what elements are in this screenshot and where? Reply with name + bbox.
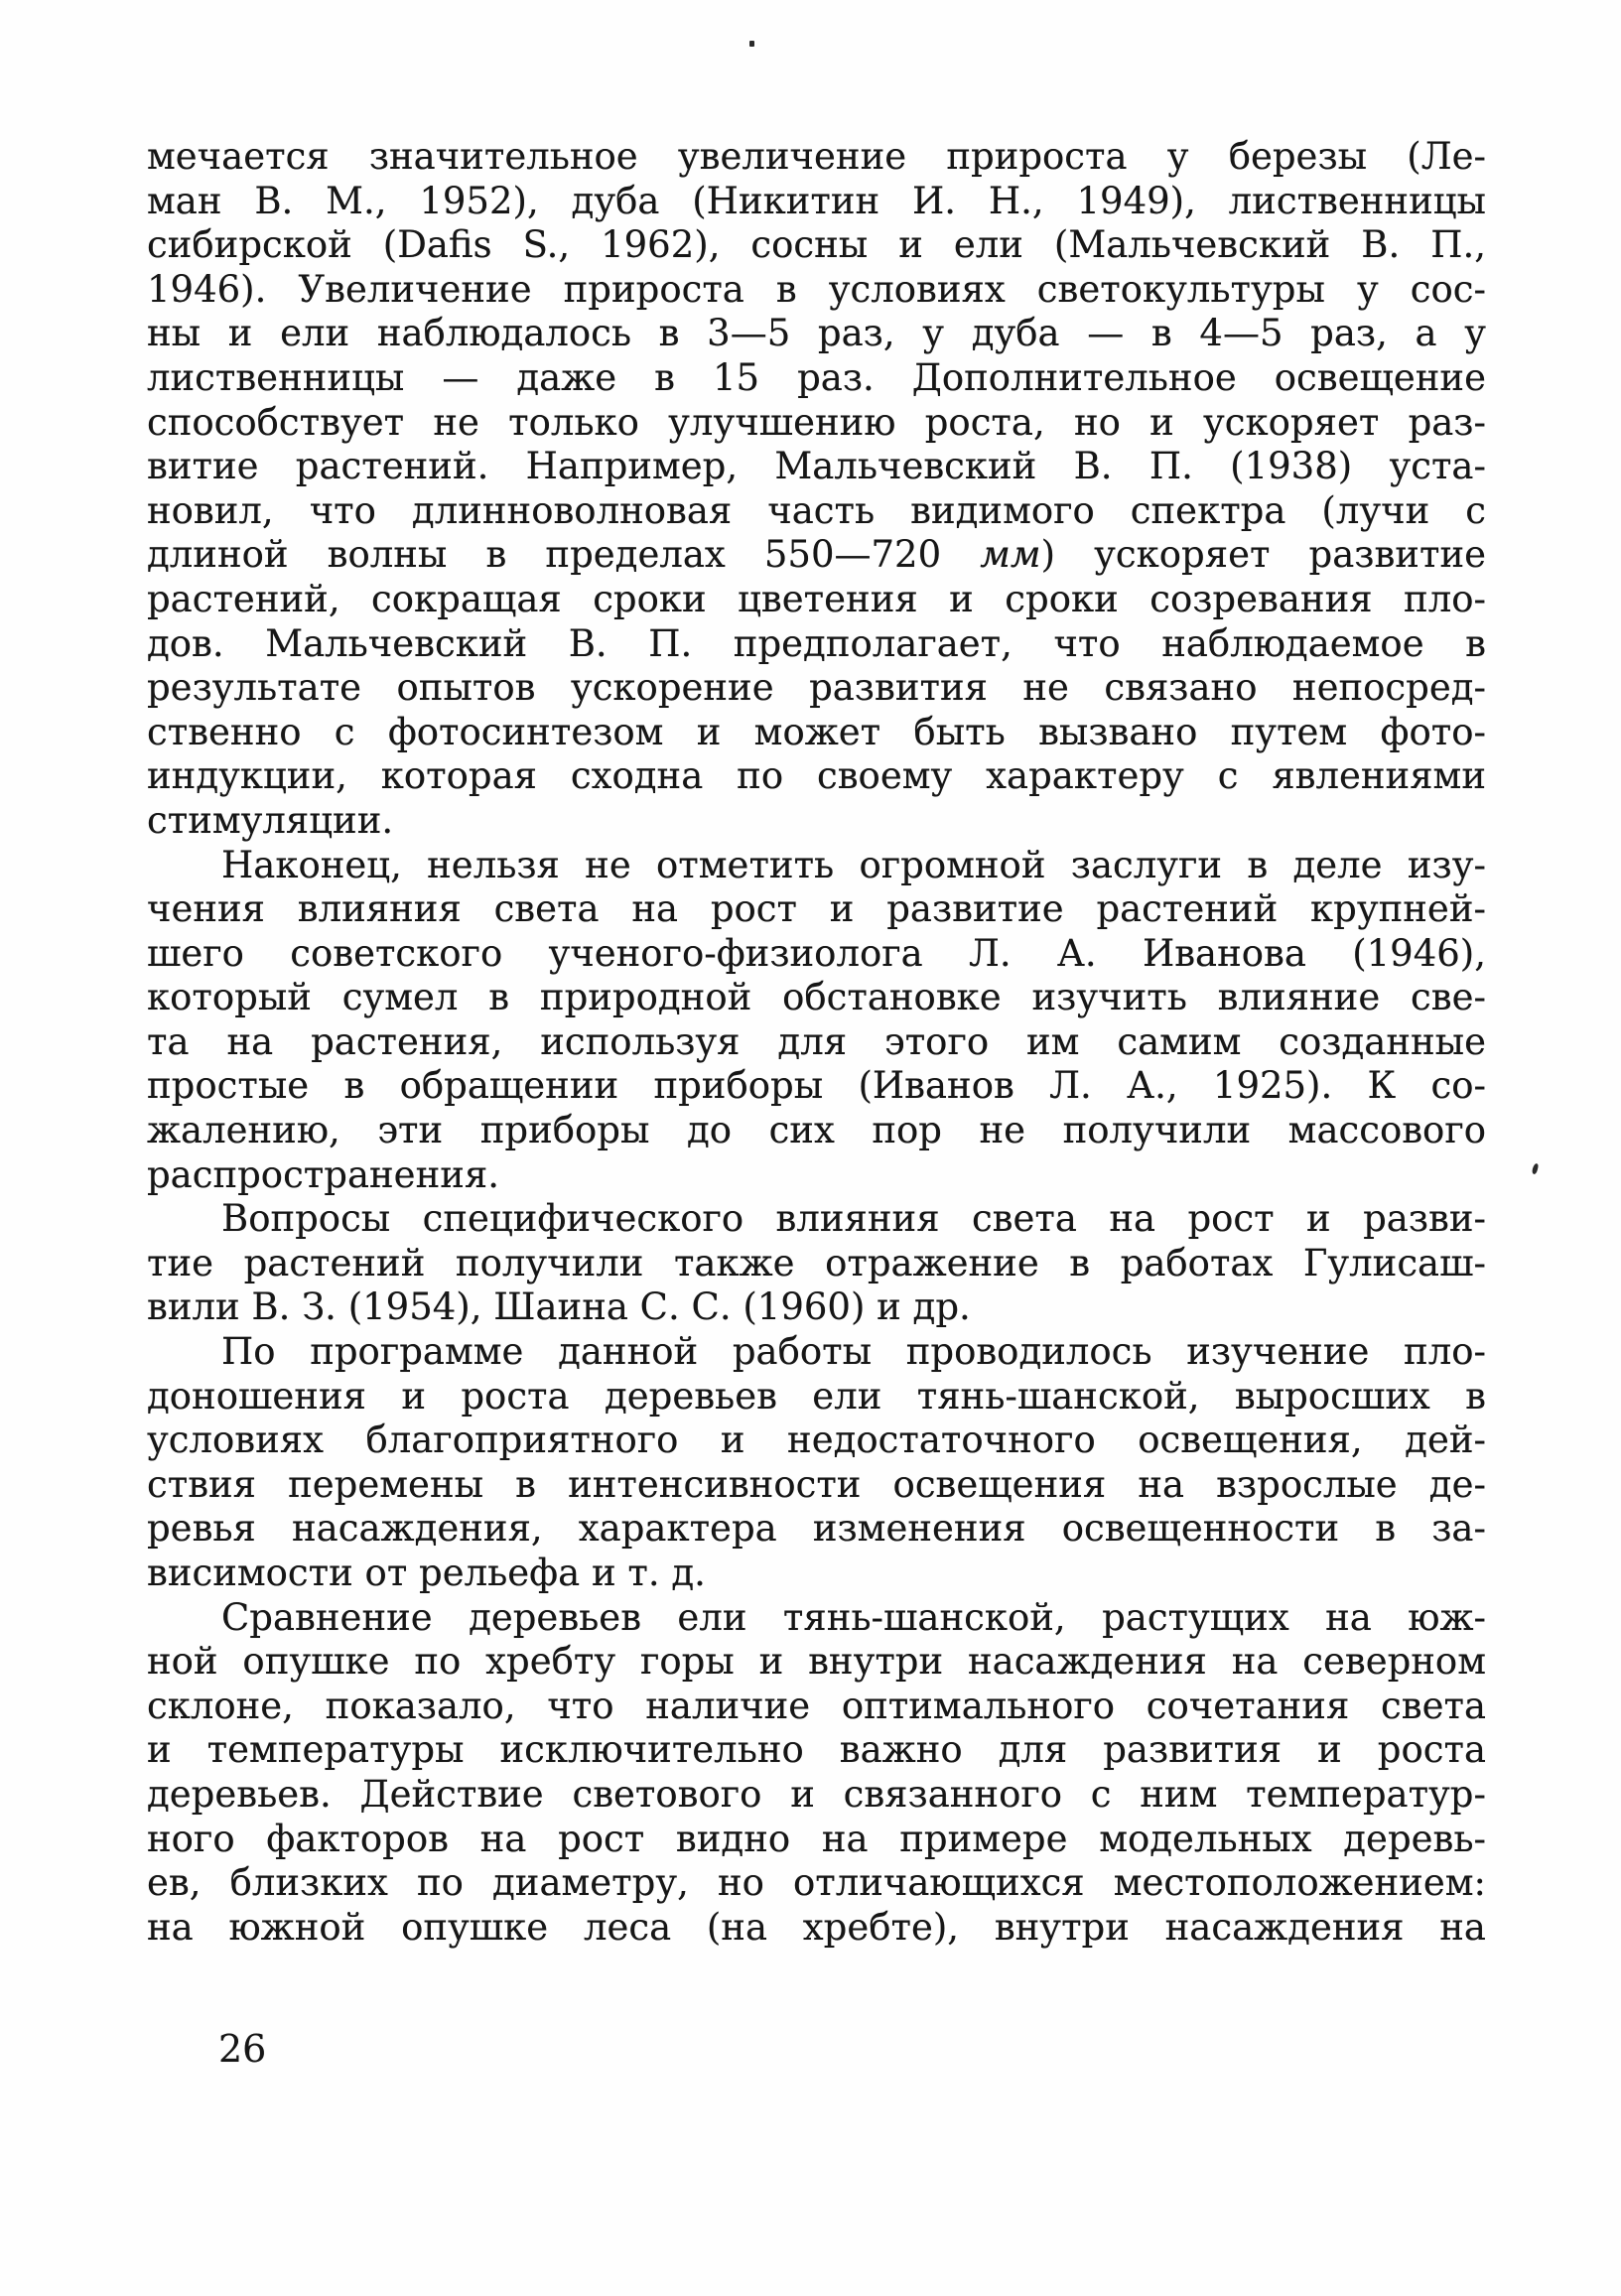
text-line: условиях благоприятного и недостаточного освещения, дей- <box>147 1418 1486 1462</box>
text-line: способствует не только улучшению роста, но и ускоряет раз- <box>147 400 1486 444</box>
text-line: склоне, показало, что наличие оптимального сочетания света <box>147 1684 1486 1727</box>
text-line: чения влияния света на рост и развитие растений крупней- <box>147 887 1486 931</box>
text-line: жалению, эти приборы до сих пор не получили массового <box>147 1109 1486 1152</box>
text-line: вили В. З. (1954), Шаина С. С. (1960) и др. <box>147 1285 971 1329</box>
text-line: лиственницы — даже в 15 раз. Дополнительное освещение <box>147 355 1486 399</box>
text-line: дов. Мальчевский В. П. предполагает, что наблюдаемое в <box>147 621 1486 665</box>
text-line: та на растения, используя для этого им самим созданные <box>147 1019 1486 1063</box>
text-line: ев, близких по диаметру, но отличающихся местоположением: <box>147 1861 1486 1905</box>
text-line: ны и ели наблюдалось в 3—5 раз, у дуба — в 4—5 раз, а у <box>147 312 1486 355</box>
text-line: индукции, которая сходна по своему характеру с явлениями <box>147 754 1486 798</box>
text-line: 1946). Увеличение прироста в условиях светокультуры у сос- <box>147 267 1486 311</box>
text-line: ного факторов на рост видно на примере модельных деревь- <box>147 1817 1486 1860</box>
text-line: По программе данной работы проводилось изучение пло- <box>221 1330 1486 1374</box>
text-line: новил, что длинноволновая часть видимого спектра (лучи с <box>147 488 1486 532</box>
text-line: стимуляции. <box>147 798 394 842</box>
text-line: который сумел в природной обстановке изучить влияние све- <box>147 976 1486 1019</box>
text-line: растений, сокращая сроки цветения и сроки созревания пло- <box>147 577 1486 620</box>
scan-speck <box>1532 1163 1540 1175</box>
text-line: простые в обращении приборы (Иванов Л. А., 1925). К со- <box>147 1064 1486 1108</box>
text-line: длиной волны в пределах 550—720 мм) ускоряет развитие <box>147 533 1486 577</box>
text-line: доношения и роста деревьев ели тянь-шанской, выросших в <box>147 1374 1486 1418</box>
text-line: результате опытов ускорение развития не связано непосред- <box>147 666 1486 710</box>
text-line: сибирской (Dafis S., 1962), сосны и ели (Мальчевский В. П., <box>147 223 1486 267</box>
text-line: деревьев. Действие светового и связанного с ним температур- <box>147 1772 1486 1816</box>
text-line: висимости от рельефа и т. д. <box>147 1552 706 1594</box>
text-line: ственно с фотосинтезом и может быть вызвано путем фото- <box>147 710 1486 753</box>
text-line: витие растений. Например, Мальчевский В. П. (1938) уста- <box>147 445 1486 488</box>
text-line: и температуры исключительно важно для развития и роста <box>147 1728 1486 1772</box>
scan-speck <box>749 41 754 47</box>
text-line: Вопросы специфического влияния света на рост и разви- <box>221 1197 1486 1241</box>
page-text <box>147 135 1486 1950</box>
text-line: ревья насаждения, характера изменения освещенности в за- <box>147 1507 1486 1551</box>
text-line: мечается значительное увеличение прироста у березы (Ле- <box>147 135 1486 178</box>
text-line: распространения. <box>147 1152 500 1196</box>
text-line: на южной опушке леса (на хребте), внутри насаждения на <box>147 1905 1486 1949</box>
text-line: ной опушке по хребту горы и внутри насаждения на северном <box>147 1640 1486 1684</box>
text-line: Наконец, нельзя не отметить огромной заслуги в деле изу- <box>221 843 1486 886</box>
text-line: Сравнение деревьев ели тянь-шанской, растущих на юж- <box>221 1595 1486 1639</box>
text-line: ствия перемены в интенсивности освещения на взрослые де- <box>147 1462 1486 1506</box>
page-number: 26 <box>218 2027 267 2071</box>
text-line: тие растений получили также отражение в работах Гулисаш- <box>147 1241 1486 1284</box>
text-line: шего советского ученого-физиолога Л. А. Иванова (1946), <box>147 931 1486 975</box>
text-line: ман В. М., 1952), дуба (Никитин И. Н., 1949), лиственницы <box>147 179 1486 222</box>
